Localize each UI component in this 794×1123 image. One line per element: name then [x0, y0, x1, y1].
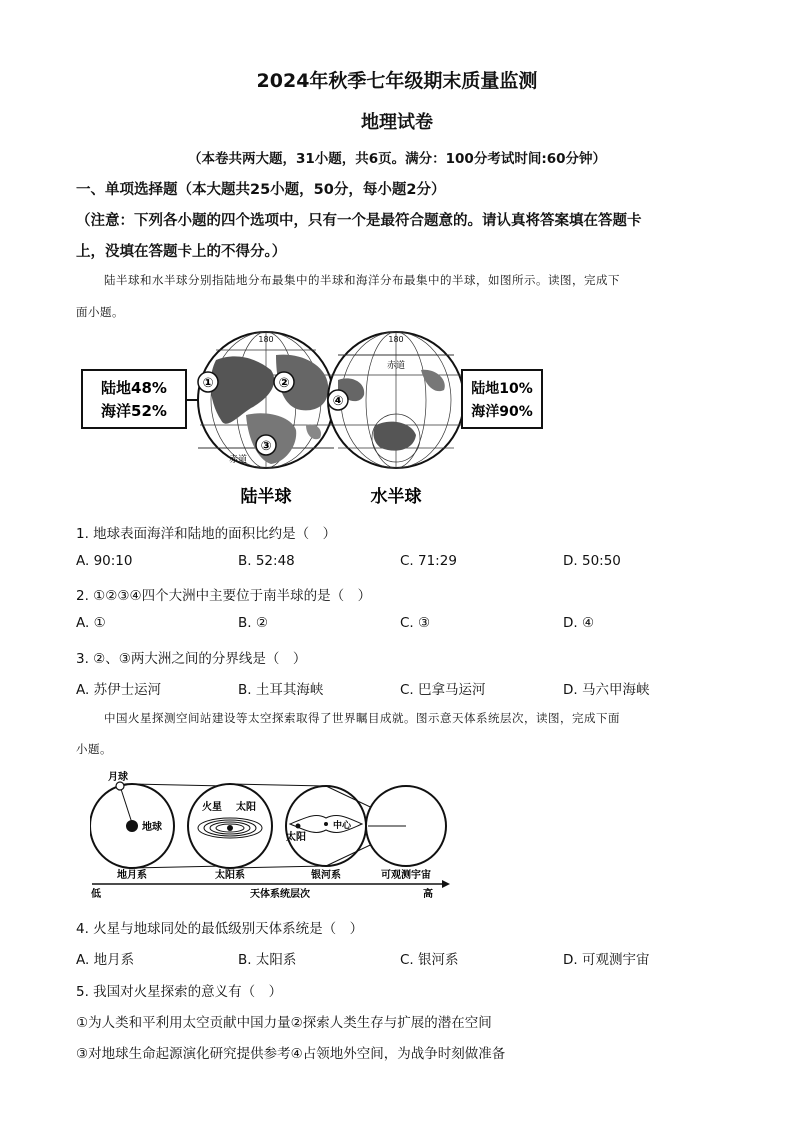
galaxy-label: 银河系 — [311, 870, 341, 881]
galaxy-center-label: 中心 — [332, 821, 352, 831]
observable-universe-label: 可观测宇宙 — [381, 870, 431, 881]
q3-option-a: A. 苏伊士运河 — [76, 682, 162, 698]
section-heading: 一、单项选择题（本大题共25小题，50分，每小题2分） — [76, 182, 446, 198]
intro2-line2: 小题。 — [76, 742, 112, 756]
section-note-line2: 上，没填在答题卡上的不得分。） — [76, 244, 287, 260]
marker-4-label: ④ — [332, 394, 344, 409]
q3-option-c: C. 巴拿马运河 — [400, 682, 486, 698]
q4-option-c: C. 银河系 — [400, 952, 459, 968]
q3-option-d: D. 马六甲海峡 — [563, 682, 650, 698]
water-box-line2: 海洋90% — [471, 404, 533, 420]
q3-option-b: B. 土耳其海峡 — [238, 682, 324, 698]
intro1-line2: 面小题。 — [76, 305, 124, 319]
exam-subtitle: 地理试卷 — [361, 112, 433, 133]
marker-1-label: ① — [202, 376, 214, 391]
question-1-stem: 1. 地球表面海洋和陆地的面积比约是（ ） — [76, 526, 337, 542]
earth-label: 地球 — [142, 822, 162, 833]
q4-option-d: D. 可观测宇宙 — [563, 952, 650, 968]
q2-option-b: B. ② — [238, 615, 268, 631]
land-hemisphere-caption: 陆半球 — [240, 487, 292, 507]
land-equator-label: 赤道 — [228, 455, 248, 465]
axis-arrow-icon — [442, 880, 450, 888]
question-4-stem: 4. 火星与地球同处的最低级别天体系统是（ ） — [76, 921, 364, 937]
galaxy-sun-icon — [296, 824, 301, 829]
water-box-line1: 陆地10% — [471, 381, 533, 397]
axis-low-label: 低 — [91, 889, 101, 900]
q5-statement-line1: ①为人类和平利用太空贡献中国力量②探索人类生存与扩展的潜在空间 — [76, 1015, 492, 1031]
marker-2-label: ② — [278, 376, 290, 391]
q1-option-a: A. 90:10 — [76, 553, 133, 569]
marker-3-label: ③ — [260, 439, 272, 454]
sun-icon — [227, 825, 233, 831]
q2-option-a: A. ① — [76, 615, 106, 631]
sun-label: 太阳 — [236, 802, 256, 813]
solar-system-label: 太阳系 — [215, 870, 245, 881]
q2-option-d: D. ④ — [563, 615, 595, 631]
section-note-line1: （注意：下列各小题的四个选项中，只有一个是最符合题意的。请认真将答案填在答题卡 — [76, 213, 642, 229]
q2-option-c: C. ③ — [400, 615, 431, 631]
water-meridian-180: 180 — [388, 335, 404, 344]
q4-option-a: A. 地月系 — [76, 952, 135, 968]
hemisphere-figure — [76, 330, 556, 510]
q4-option-b: B. 太阳系 — [238, 952, 297, 968]
earth-icon — [126, 820, 138, 832]
question-2-stem: 2. ①②③④四个大洲中主要位于南半球的是（ ） — [76, 588, 372, 604]
q1-option-d: D. 50:50 — [563, 553, 621, 569]
intro1-line1: 陆半球和水半球分别指陆地分布最集中的半球和海洋分布最集中的半球，如图所示。读图，完成下 — [104, 273, 620, 287]
mars-label: 火星 — [202, 802, 222, 813]
water-equator-label: 赤道 — [386, 361, 406, 371]
intro2-line1: 中国火星探测空间站建设等太空探索取得了世界瞩目成就。图示意天体系统层次，读图，完成下面 — [104, 711, 620, 725]
water-hemisphere-caption: 水半球 — [370, 487, 422, 507]
land-meridian-180: 180 — [258, 335, 274, 344]
exam-info: （本卷共两大题，31小题，共6页。满分：100分考试时间:60分钟） — [187, 151, 607, 167]
earth-moon-system-label: 地月系 — [117, 870, 147, 881]
q1-option-b: B. 52:48 — [238, 553, 295, 569]
galaxy-sun-label: 太阳 — [286, 832, 306, 843]
galaxy-center-icon — [324, 822, 328, 826]
exam-title: 2024年秋季七年级期末质量监测 — [256, 70, 538, 92]
moon-label: 月球 — [108, 772, 128, 783]
moon-icon — [116, 782, 124, 790]
axis-high-label: 高 — [423, 889, 433, 900]
celestial-system-figure — [90, 768, 450, 900]
q1-option-c: C. 71:29 — [400, 553, 457, 569]
question-5-stem: 5. 我国对火星探索的意义有（ ） — [76, 984, 283, 1000]
question-3-stem: 3. ②、③两大洲之间的分界线是（ ） — [76, 651, 307, 667]
land-box-line2: 海洋52% — [101, 402, 167, 420]
axis-title: 天体系统层次 — [250, 889, 310, 900]
q5-statement-line2: ③对地球生命起源演化研究提供参考④占领地外空间，为战争时刻做准备 — [76, 1046, 506, 1062]
land-box-line1: 陆地48% — [101, 379, 167, 397]
